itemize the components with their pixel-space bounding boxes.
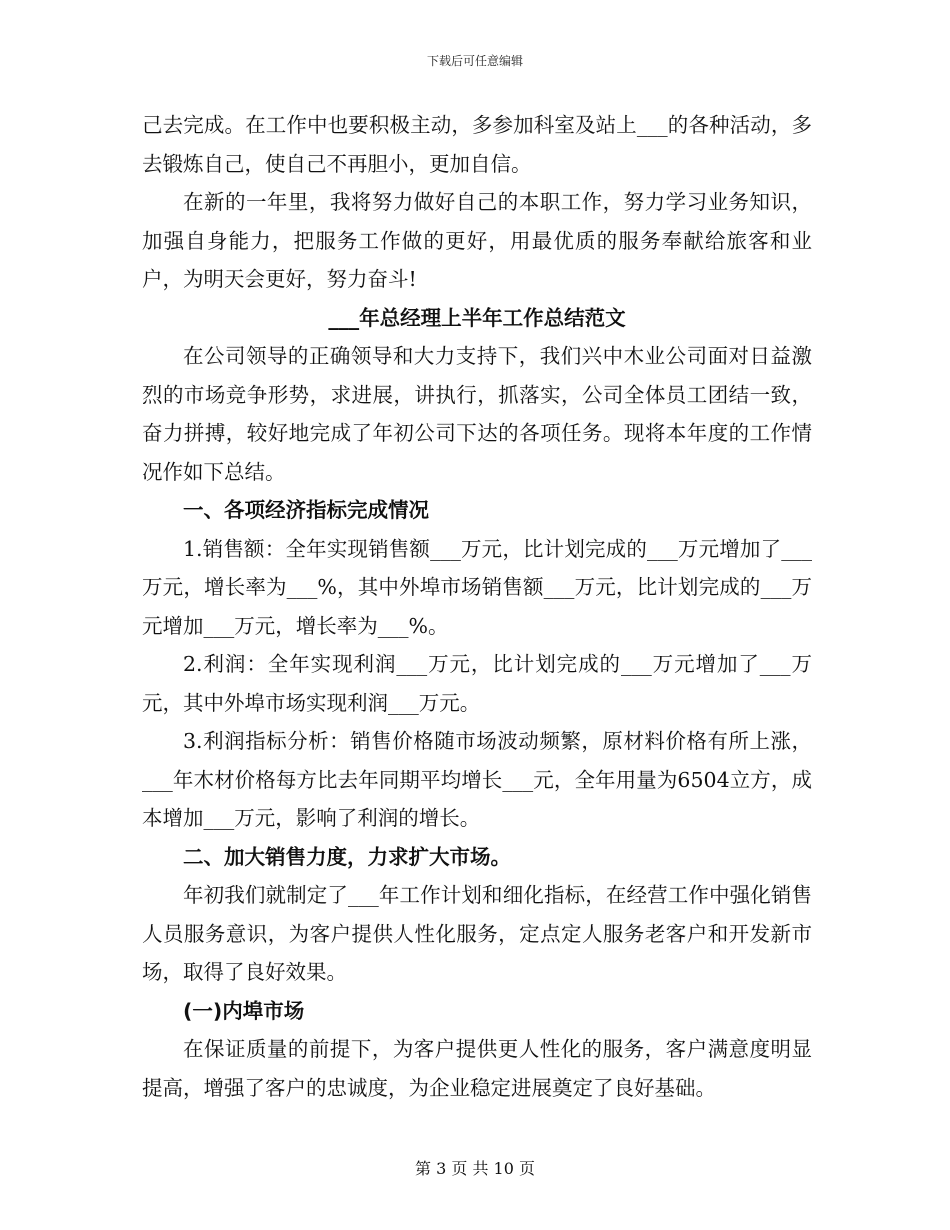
paragraph-sales: 1.销售额：全年实现销售额___万元，比计划完成的___万元增加了___万元，增长率为___%，其中外埠市场销售额___万元，比计划完成的___万元增加___万元，增长率为___%。: [142, 536, 812, 638]
document-title: ___年总经理上半年工作总结范文: [328, 305, 626, 330]
document-body: [142, 106, 812, 1107]
page-footer: 第 3 页 共 10 页: [415, 1159, 535, 1178]
paragraph-work-plan: 年初我们就制定了___年工作计划和细化指标，在经营工作中强化销售人员服务意识，为客户提供人性化服务，定点定人服务老客户和开发新市场，取得了良好效果。: [142, 883, 812, 984]
paragraph-continuation: 己去完成。在工作中也要积极主动，多参加科室及站上___的各种活动，多去锻炼自己，使自己不再胆小，更加自信。: [142, 113, 812, 176]
paragraph-local-market: 在保证质量的前提下，为客户提供更人性化的服务，客户满意度明显提高，增强了客户的忠诚度，为企业稳定进展奠定了良好基础。: [142, 1037, 812, 1100]
paragraph-intro: 在公司领导的正确领导和大力支持下，我们兴中木业公司面对日益激烈的市场竞争形势，求进展，讲执行，抓落实，公司全体员工团结一致，奋力拼搏，较好地完成了年初公司下达的各项任务。现将本年度的工作情况作如下总结。: [142, 344, 812, 484]
paragraph-profit: 2.利润：全年实现利润___万元，比计划完成的___万元增加了___万元，其中外埠市场实现利润___万元。: [142, 652, 812, 715]
section-heading-economic-indicators: 一、各项经济指标完成情况: [183, 498, 429, 522]
subsection-heading-local-market: (一)内埠市场: [183, 998, 305, 1023]
page-header: 下载后可任意编辑: [426, 54, 523, 68]
paragraph-profit-analysis: 3.利润指标分析：销售价格随市场波动频繁，原材料价格有所上涨，___年木材价格每方比去年同期平均增长___元，全年用量为6504立方，成本增加___万元，影响了利润的增长。: [142, 729, 812, 830]
section-heading-sales-effort: 二、加大销售力度，力求扩大市场。: [183, 844, 511, 869]
paragraph-new-year-plan: 在新的一年里，我将努力做好自己的本职工作，努力学习业务知识，加强自身能力，把服务工作做的更好，用最优质的服务奉献给旅客和业户，为明天会更好，努力奋斗!: [142, 190, 812, 291]
